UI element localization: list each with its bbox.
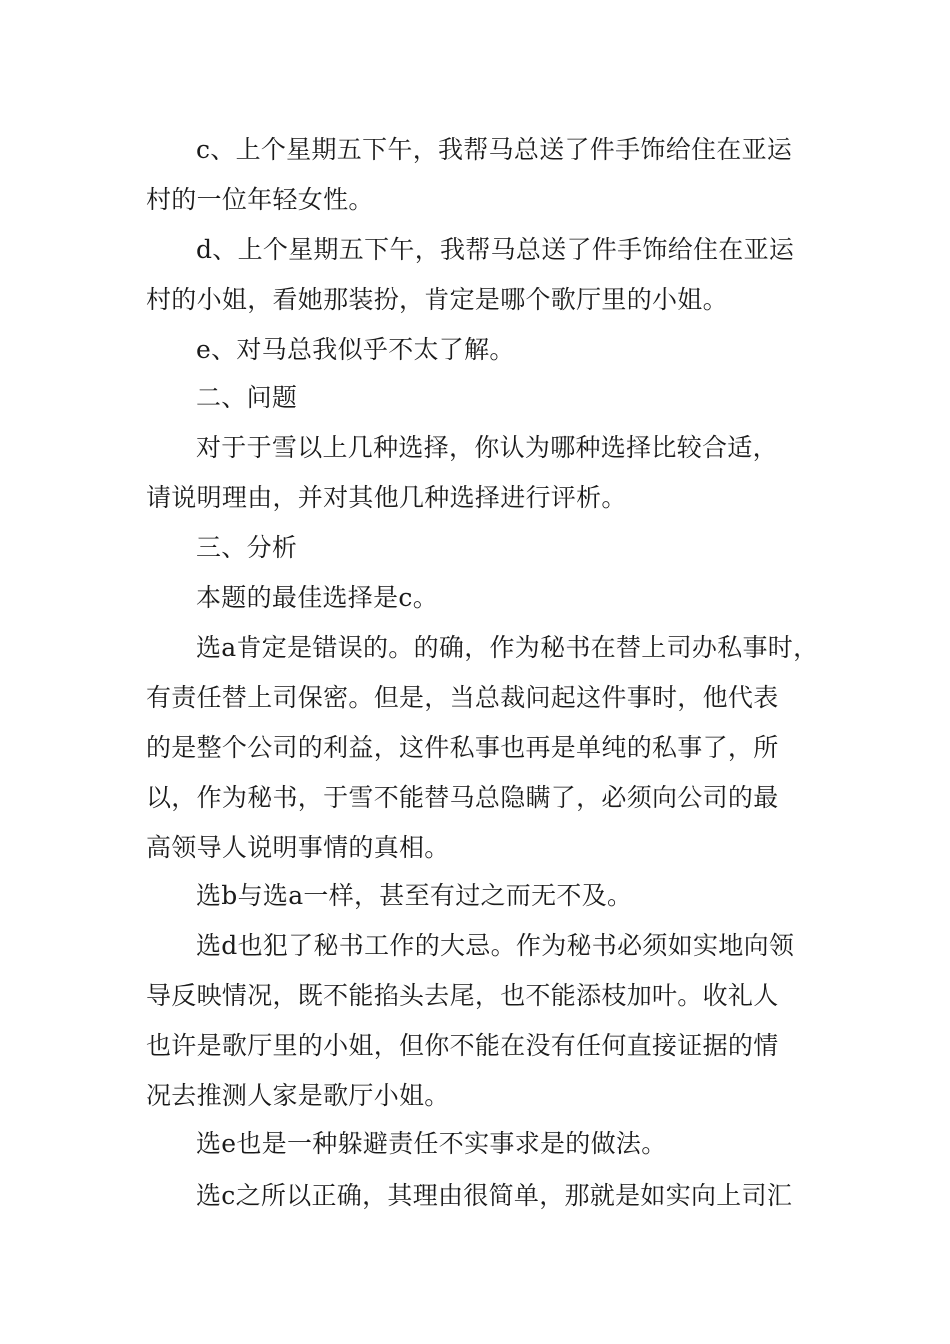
text-line: 选d也犯了秘书工作的大忌。作为秘书必须如实地向领 xyxy=(196,931,795,960)
text-line: 村的一位年轻女性。 xyxy=(146,185,374,214)
text-line: 有责任替上司保密。但是，当总裁问起这件事时，他代表 xyxy=(146,683,779,712)
text-line: 选b与选a一样，甚至有过之而无不及。 xyxy=(196,881,633,910)
text-line: 本题的最佳选择是c。 xyxy=(196,583,439,612)
text-line: 选c之所以正确，其理由很简单，那就是如实向上司汇 xyxy=(196,1181,793,1210)
text-line: 也许是歌厅里的小姐，但你不能在没有任何直接证据的情 xyxy=(146,1031,779,1060)
text-line: 对于于雪以上几种选择，你认为哪种选择比较合适， xyxy=(196,433,778,462)
text-line: e、对马总我似乎不太了解。 xyxy=(196,335,515,364)
text-line: 请说明理由，并对其他几种选择进行评析。 xyxy=(146,483,627,512)
text-line: 高领导人说明事情的真相。 xyxy=(146,833,450,862)
text-line: 以，作为秘书，于雪不能替马总隐瞒了，必须向公司的最 xyxy=(146,783,779,812)
text-line: d、上个星期五下午，我帮马总送了件手饰给住在亚运 xyxy=(196,235,795,264)
section-heading: 二、问题 xyxy=(196,383,298,412)
text-line: 导反映情况，既不能掐头去尾，也不能添枝加叶。收礼人 xyxy=(146,981,779,1010)
text-line: 的是整个公司的利益，这件私事也再是单纯的私事了，所 xyxy=(146,733,779,762)
text-line: 选a肯定是错误的。的确，作为秘书在替上司办私事时， xyxy=(196,633,819,662)
text-line: 村的小姐，看她那装扮，肯定是哪个歌厅里的小姐。 xyxy=(146,285,728,314)
text-line: 选e也是一种躲避责任不实事求是的做法。 xyxy=(196,1129,667,1158)
text-line: 况去推测人家是歌厅小姐。 xyxy=(146,1081,450,1110)
text-line: c、上个星期五下午，我帮马总送了件手饰给住在亚运 xyxy=(196,135,793,164)
section-heading: 三、分析 xyxy=(196,533,298,562)
